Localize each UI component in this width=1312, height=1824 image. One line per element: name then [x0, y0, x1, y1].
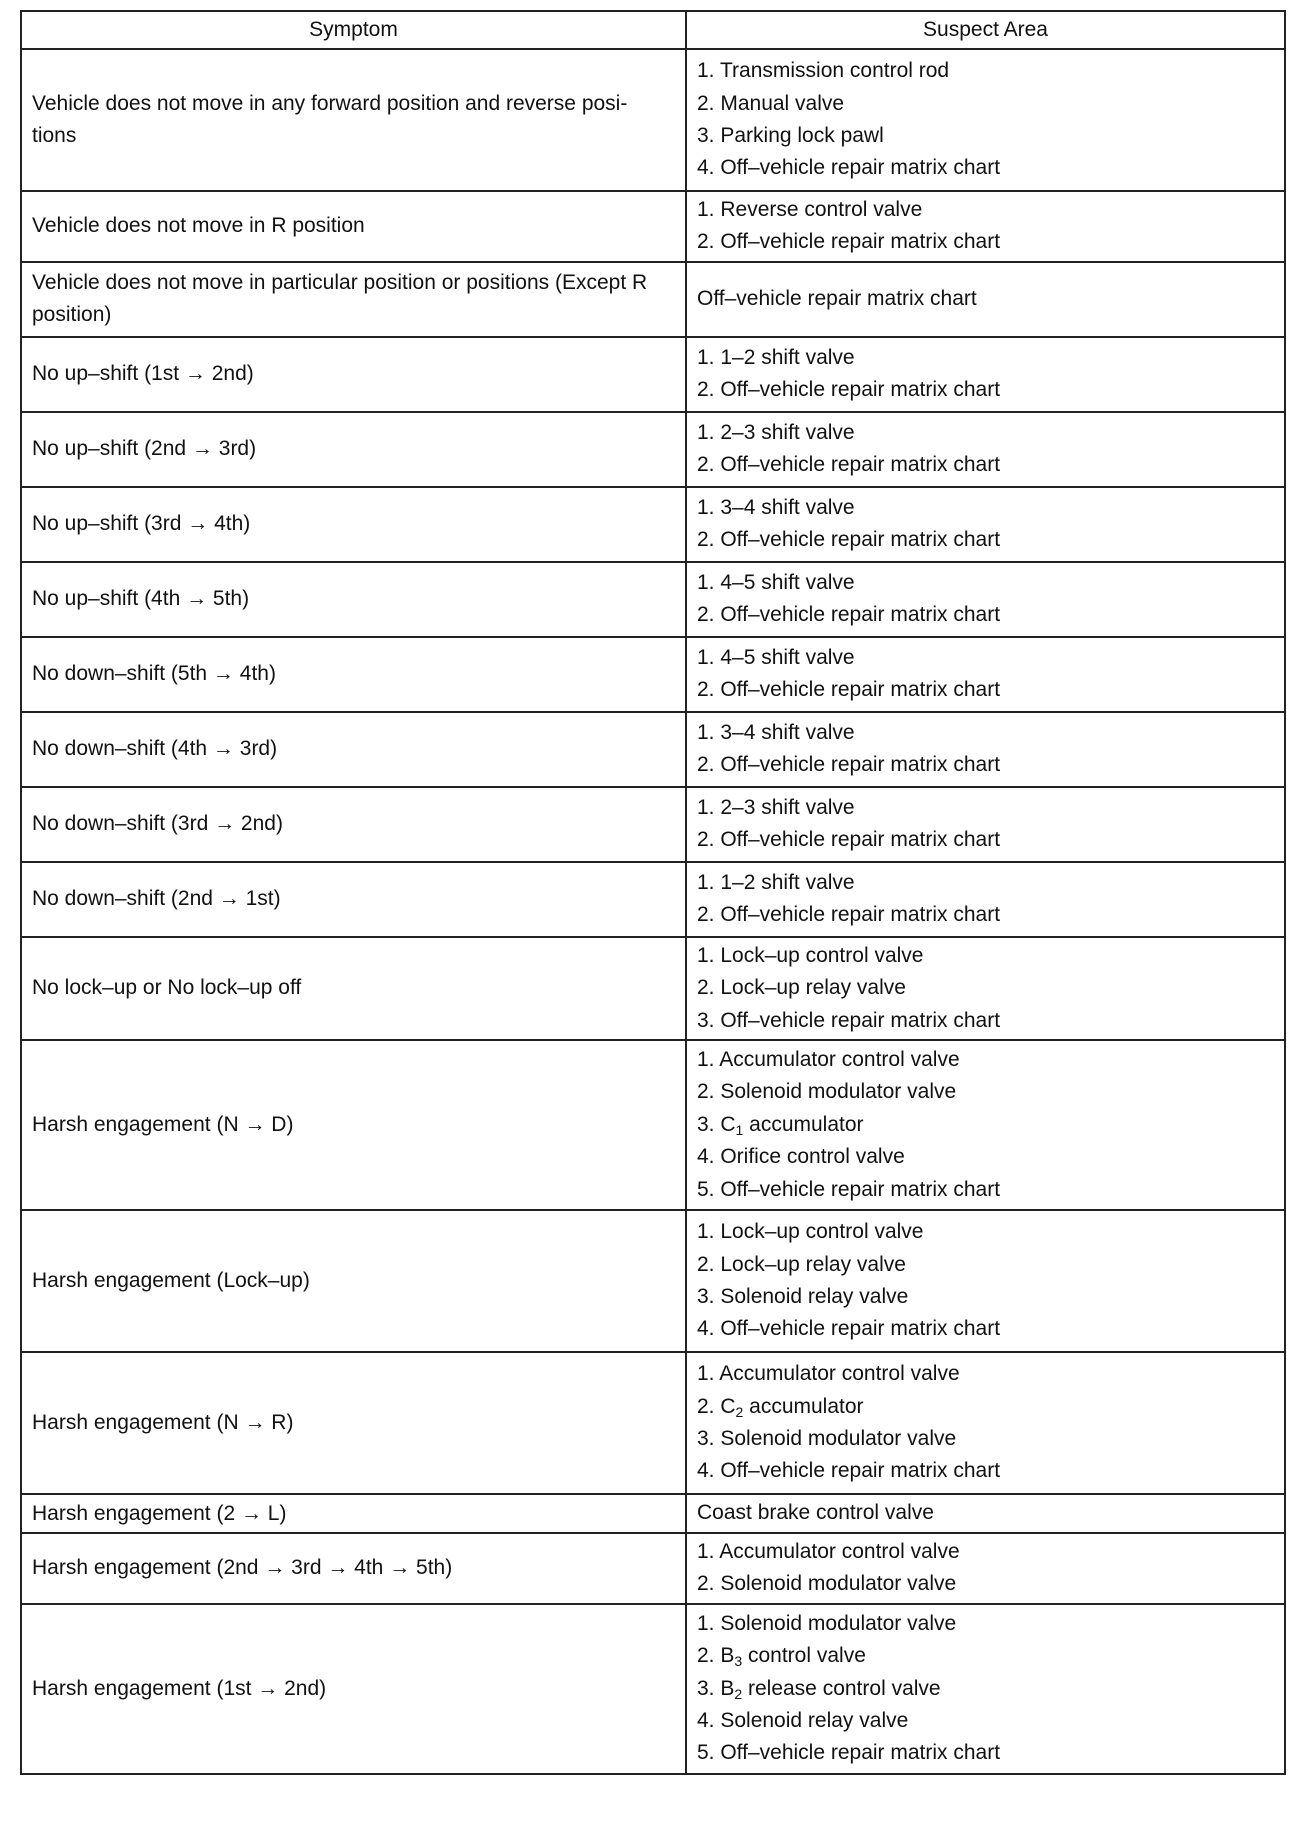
suspect-item: 2. Solenoid modulator valve — [697, 1572, 957, 1596]
suspect-area-cell — [686, 49, 1285, 191]
symptom-cell: Vehicle does not move in particular position or positions (Except R position) — [21, 262, 686, 337]
table-row — [21, 412, 1285, 487]
symptom-cell: No down–shift (3rd → 2nd) — [21, 787, 686, 862]
header-symptom: Symptom — [21, 11, 686, 49]
header-suspect-area: Suspect Area — [686, 11, 1285, 49]
suspect-area-cell — [686, 1494, 1285, 1533]
suspect-item: 2. Off–vehicle repair matrix chart — [697, 753, 1001, 777]
symptom-cell: No down–shift (5th → 4th) — [21, 637, 686, 712]
suspect-item: 5. Off–vehicle repair matrix chart — [697, 1177, 1001, 1201]
symptom-cell: No up–shift (1st → 2nd) — [21, 337, 686, 412]
suspect-item: 3. Off–vehicle repair matrix chart — [697, 1008, 1001, 1032]
table-row — [21, 1210, 1285, 1352]
table-row — [21, 712, 1285, 787]
suspect-item: 4. Solenoid relay valve — [697, 1709, 909, 1733]
table-row — [21, 1494, 1285, 1533]
suspect-item: 1. 4–5 shift valve — [697, 645, 855, 669]
suspect-item: 2. Off–vehicle repair matrix chart — [697, 230, 1001, 254]
suspect-item: 1. 2–3 shift valve — [697, 795, 855, 819]
symptom-cell: No up–shift (2nd → 3rd) — [21, 412, 686, 487]
symptom-cell: Harsh engagement (1st → 2nd) — [21, 1604, 686, 1774]
symptom-cell: Harsh engagement (N → R) — [21, 1352, 686, 1494]
symptom-cell: Harsh engagement (2 → L) — [21, 1494, 686, 1533]
suspect-area-cell — [686, 191, 1285, 262]
symptom-cell: Vehicle does not move in R position — [21, 191, 686, 262]
table-row — [21, 49, 1285, 191]
suspect-item: 3. Parking lock pawl — [697, 124, 884, 147]
symptom-cell: No down–shift (4th → 3rd) — [21, 712, 686, 787]
suspect-item: 1. 3–4 shift valve — [697, 495, 855, 519]
suspect-area-cell — [686, 1533, 1285, 1604]
suspect-item: 2. $C_2$ accumulator — [697, 1394, 864, 1420]
suspect-item: Off–vehicle repair matrix chart — [697, 287, 977, 311]
suspect-area-cell — [686, 412, 1285, 487]
suspect-item: 3. $B_2$ release control valve — [697, 1676, 941, 1702]
suspect-item: 4. Orifice control valve — [697, 1145, 905, 1169]
suspect-item: 2. Off–vehicle repair matrix chart — [697, 678, 1001, 702]
table-row — [21, 1352, 1285, 1494]
suspect-item: 2. Off–vehicle repair matrix chart — [697, 903, 1001, 927]
suspect-item: Coast brake control valve — [697, 1501, 934, 1525]
suspect-item: 2. Solenoid modulator valve — [697, 1080, 957, 1104]
symptom-cell: No up–shift (4th → 5th) — [21, 562, 686, 637]
symptom-cell: No lock–up or No lock–up off — [21, 937, 686, 1040]
suspect-item: 1. Accumulator control valve — [697, 1362, 960, 1386]
suspect-area-cell — [686, 1604, 1285, 1774]
table-row — [21, 637, 1285, 712]
table-row — [21, 1533, 1285, 1604]
suspect-item: 2. Manual valve — [697, 91, 845, 115]
suspect-item: 2. Lock–up relay valve — [697, 1252, 906, 1276]
suspect-item: 3. $C_1$ accumulator — [697, 1112, 864, 1138]
suspect-area-cell — [686, 862, 1285, 937]
suspect-item: 1. 3–4 shift valve — [697, 720, 855, 744]
suspect-item: 1. 1–2 shift valve — [697, 870, 855, 894]
table-row — [21, 1604, 1285, 1774]
suspect-item: 1. 2–3 shift valve — [697, 420, 855, 444]
suspect-area-cell — [686, 262, 1285, 337]
suspect-area-cell — [686, 712, 1285, 787]
suspect-area-cell — [686, 937, 1285, 1040]
suspect-item: 2. Off–vehicle repair matrix chart — [697, 603, 1001, 627]
suspect-area-cell — [686, 787, 1285, 862]
symptom-cell: Harsh engagement (Lock–up) — [21, 1210, 686, 1352]
table-row — [21, 937, 1285, 1040]
suspect-item: 1. Accumulator control valve — [697, 1540, 960, 1564]
suspect-item: 1. Transmission control rod — [697, 59, 950, 83]
suspect-area-cell — [686, 1040, 1285, 1210]
table-row — [21, 262, 1285, 337]
suspect-area-cell — [686, 337, 1285, 412]
suspect-area-cell — [686, 562, 1285, 637]
symptom-cell: Harsh engagement (2nd → 3rd → 4th → 5th) — [21, 1533, 686, 1604]
suspect-item: 2. Off–vehicle repair matrix chart — [697, 828, 1001, 852]
suspect-item: 1. 4–5 shift valve — [697, 570, 855, 594]
suspect-area-cell — [686, 637, 1285, 712]
table-row — [21, 487, 1285, 562]
header-row — [21, 11, 1285, 49]
suspect-item: 4. Off–vehicle repair matrix chart — [697, 1459, 1001, 1483]
suspect-item: 1. Reverse control valve — [697, 198, 923, 221]
suspect-item: 4. Off–vehicle repair matrix chart — [697, 1317, 1001, 1341]
suspect-area-cell — [686, 487, 1285, 562]
suspect-item: 5. Off–vehicle repair matrix chart — [697, 1741, 1001, 1765]
suspect-item: 2. Off–vehicle repair matrix chart — [697, 453, 1001, 477]
suspect-item: 1. Solenoid modulator valve — [697, 1611, 957, 1635]
table-row — [21, 862, 1285, 937]
symptom-table — [20, 10, 1286, 1775]
suspect-item: 4. Off–vehicle repair matrix chart — [697, 156, 1001, 180]
suspect-item: 2. Off–vehicle repair matrix chart — [697, 378, 1001, 402]
suspect-item: 3. Solenoid modulator valve — [697, 1427, 957, 1451]
suspect-item: 2. Lock–up relay valve — [697, 976, 906, 1000]
suspect-item: 1. Lock–up control valve — [697, 943, 924, 967]
suspect-area-cell — [686, 1352, 1285, 1494]
table-row — [21, 337, 1285, 412]
table-row — [21, 562, 1285, 637]
symptom-cell: No up–shift (3rd → 4th) — [21, 487, 686, 562]
suspect-item: 2. Off–vehicle repair matrix chart — [697, 528, 1001, 552]
symptom-cell: Vehicle does not move in any forward position and reverse posi- tions — [21, 49, 686, 191]
suspect-item: 1. Lock–up control valve — [697, 1220, 924, 1244]
suspect-item: 2. $B_3$ control valve — [697, 1644, 866, 1670]
symptom-cell: Harsh engagement (N → D) — [21, 1040, 686, 1210]
suspect-item: 3. Solenoid relay valve — [697, 1285, 909, 1309]
table-row — [21, 787, 1285, 862]
suspect-item: 1. Accumulator control valve — [697, 1048, 960, 1072]
suspect-item: 1. 1–2 shift valve — [697, 345, 855, 369]
table-row — [21, 1040, 1285, 1210]
symptom-cell: No down–shift (2nd → 1st) — [21, 862, 686, 937]
table-row — [21, 191, 1285, 262]
suspect-area-cell — [686, 1210, 1285, 1352]
